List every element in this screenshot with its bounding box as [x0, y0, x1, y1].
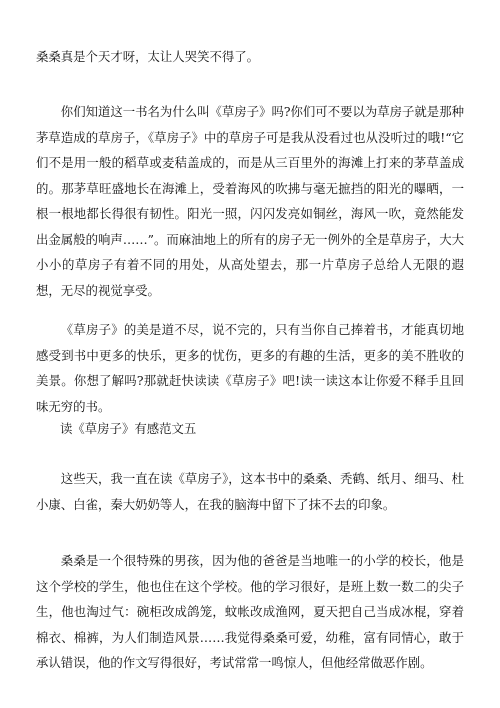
paragraph-1: 桑桑真是个天才呀，太让人哭笑不得了。 — [36, 49, 260, 64]
paragraph-2: 你们知道这一书名为什么叫《草房子》吗?你们可不要以为草房子就是那种茅草造成的草房子，《草房子》中的草房子可是我从没看过也从没听过的哦!“它们不是用一般的稻草或麦秸盖成的，而是从三百里外的海滩上打来的茅草盖成的。那茅草旺盛地长在海滩上，受着海风的吹拂与毫无摭挡的阳光的曝晒，一根一根地都长得很有韧性。阳光一照，闪闪发亮如铜丝，海风一吹，竟然能发出金属般的响声……”。而麻油地上的所有的房子无一例外的全是草房子，大大小小的草房子有着不同的用处，从高处望去，那一片草房子总给人无限的遐想，无尽的视觉享受。 — [36, 104, 464, 298]
section-heading: 读《草房子》有感范文五 — [60, 421, 197, 436]
paragraph-3: 《草房子》的美是道不尽，说不完的，只有当你自己捧着书，才能真切地感受到书中更多的快乐，更多的忧伤，更多的有趣的生活，更多的美不胜收的美景。你想了解吗?那就赶快读读《草房子》吧!读一读这本让你爱不释手且回味无穷的书。 — [36, 322, 464, 414]
paragraph-4: 这些天，我一直在读《草房子》，这本书中的桑桑、秃鹤、纸月、细马、杜小康、白雀，秦大奶奶等人，在我的脑海中留下了抹不去的印象。 — [36, 471, 464, 512]
paragraph-5: 桑桑是一个很特殊的男孩，因为他的爸爸是当地唯一的小学的校长，他是这个学校的学生，他也住在这个学校。他的学习很好，是班上数一数二的尖子生，他也淘过气：碗柜改成鸽笼，蚊帐改成渔网，夏天把自己当成冰棍，穿着棉衣、棉裤，为人们制造风景……我觉得桑桑可爱，幼稚，富有同情心，敢于承认错误，他的作文写得很好，考试常常一鸣惊人，但他经常做恶作剧。 — [36, 553, 464, 670]
